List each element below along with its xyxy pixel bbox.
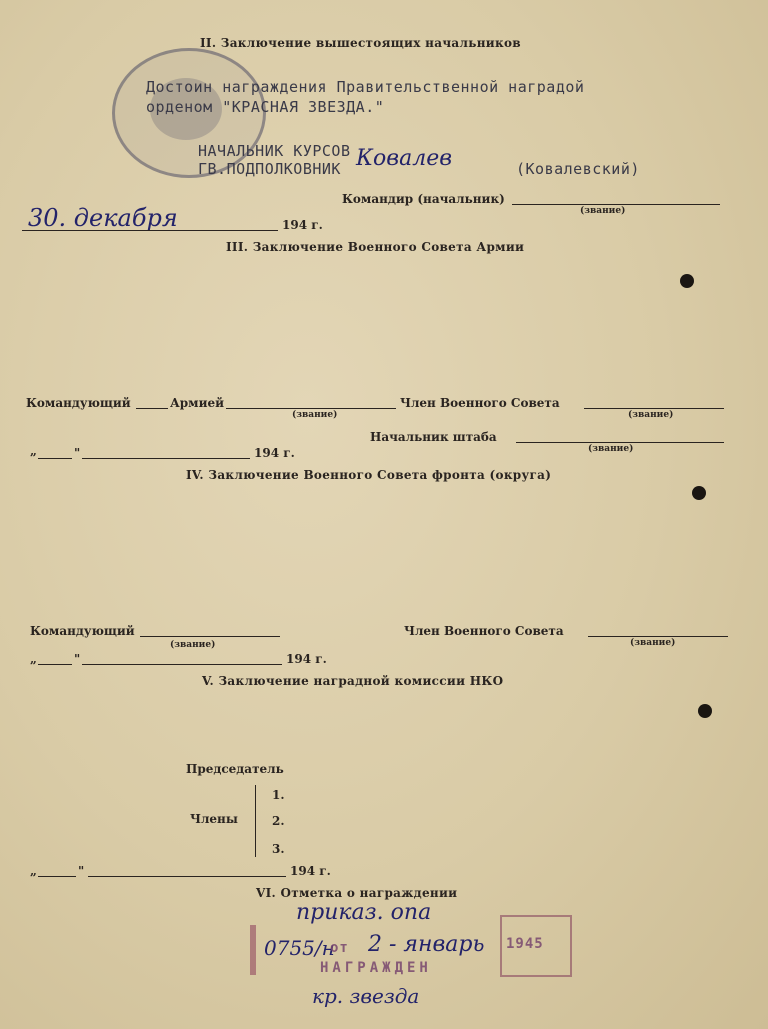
section3-year: 194 г. xyxy=(254,446,295,460)
section5-day-line xyxy=(38,876,76,877)
members-label: Члены xyxy=(190,812,238,826)
section4-month-line xyxy=(82,664,282,665)
army-council-member-label: Член Военного Совета xyxy=(400,396,560,410)
awarded-stamp: НАГРАЖДЕН xyxy=(320,960,432,976)
commander-name: (Ковалевский) xyxy=(516,160,640,178)
handwritten-date: 30. декабря xyxy=(28,204,178,232)
army-commander-label: Командующий xyxy=(26,396,131,410)
chief-of-staff-rank-caption: (звание) xyxy=(588,444,634,454)
front-commander-rank-caption: (звание) xyxy=(170,640,216,650)
handwritten-order: приказ. опа xyxy=(296,900,432,925)
commander-signature: Ковалев xyxy=(356,146,453,171)
section4-date-close-quote: " xyxy=(74,652,81,666)
handwritten-award: кр. звезда xyxy=(312,984,420,1008)
chief-of-staff-label: Начальник штаба xyxy=(370,430,497,444)
member-number-1: 1. xyxy=(272,788,285,802)
commander-rank-caption: (звание) xyxy=(580,206,626,216)
member-number-3: 3. xyxy=(272,842,285,856)
section5-month-line xyxy=(88,876,286,877)
army-council-rank-caption: (звание) xyxy=(628,410,674,420)
section3-date-close-quote: " xyxy=(74,446,81,460)
punch-hole-1 xyxy=(680,274,694,288)
recommendation-typed-line2: орденом "КРАСНАЯ ЗВЕЗДА." xyxy=(146,98,385,116)
army-commander-rank-line xyxy=(226,408,396,409)
army-label: Армией xyxy=(170,396,225,410)
commander-rank-line xyxy=(512,204,720,205)
punch-hole-3 xyxy=(698,704,712,718)
section4-heading: IV. Заключение Военного Совета фронта (округа) xyxy=(186,468,552,482)
stamp-from-label: от xyxy=(330,940,349,956)
front-commander-rank-line xyxy=(140,636,280,637)
front-council-rank-caption: (звание) xyxy=(630,638,676,648)
section5-date-close-quote: " xyxy=(78,864,85,878)
section3-heading: III. Заключение Военного Совета Армии xyxy=(226,240,525,254)
stamp-bracket-mark xyxy=(250,925,256,975)
section3-day-line xyxy=(38,458,72,459)
rank-typed-line2: ГВ.ПОДПОЛКОВНИК xyxy=(198,160,341,178)
date-line-section2 xyxy=(22,230,278,231)
section6-heading: VI. Отметка о награждении xyxy=(256,886,458,900)
front-commander-label: Командующий xyxy=(30,624,135,638)
section4-date-open-quote: „ xyxy=(30,652,37,666)
section4-day-line xyxy=(38,664,72,665)
section5-date-open-quote: „ xyxy=(30,864,37,878)
stamp-year: 1945 xyxy=(506,936,544,952)
front-council-rank-line xyxy=(588,636,728,637)
chief-of-staff-rank-line xyxy=(516,442,724,443)
section2-heading: II. Заключение вышестоящих начальников xyxy=(200,36,521,50)
section5-heading: V. Заключение наградной комиссии НКО xyxy=(202,674,504,688)
handwritten-order-number: 0755/н xyxy=(264,936,335,960)
rank-typed-line1: НАЧАЛЬНИК КУРСОВ xyxy=(198,142,351,160)
army-council-rank-line xyxy=(584,408,724,409)
section3-month-line xyxy=(82,458,250,459)
section3-date-open-quote: „ xyxy=(30,444,37,458)
section4-year: 194 г. xyxy=(286,652,327,666)
chairman-label: Председатель xyxy=(186,762,284,776)
army-number-line xyxy=(136,408,168,409)
commander-label: Командир (начальник) xyxy=(342,192,505,206)
handwritten-date-section6: 2 - январь xyxy=(368,932,485,957)
section2-year: 194 г. xyxy=(282,218,323,232)
section5-year: 194 г. xyxy=(290,864,331,878)
front-council-member-label: Член Военного Совета xyxy=(404,624,564,638)
punch-hole-2 xyxy=(692,486,706,500)
army-commander-rank-caption: (звание) xyxy=(292,410,338,420)
recommendation-typed-line1: Достоин награждения Правительственной наградой xyxy=(146,78,585,96)
members-bracket xyxy=(255,785,256,857)
member-number-2: 2. xyxy=(272,814,285,828)
